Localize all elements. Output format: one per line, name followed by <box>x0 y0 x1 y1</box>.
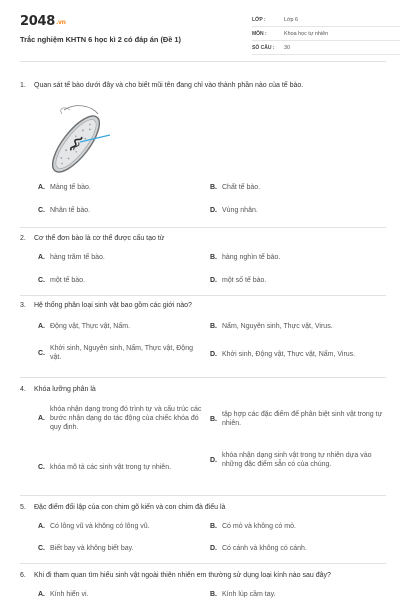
bacterium-cell-image <box>36 104 118 176</box>
option-d[interactable]: D. khóa nhận dạng sinh vật trong tự nhiên dựa vào những đặc điểm sẵn có của chúng. <box>210 452 372 468</box>
option-b[interactable]: B. hàng nghìn tế bào. <box>210 254 281 261</box>
option-b[interactable]: B. tập hợp các đặc điểm để phân biệt sinh vật trong tự nhiên. <box>210 411 383 427</box>
option-a[interactable]: A. Màng tế bào. <box>38 184 91 191</box>
option-d[interactable]: D. một số tế bào. <box>210 277 267 284</box>
meta-value: Khoa học tự nhiên <box>284 30 329 37</box>
meta-row-count <box>252 42 400 55</box>
question-text: 3. Hệ thống phân loại sinh vật bao gồm các giới nào? <box>20 302 192 309</box>
meta-value: 30 <box>284 44 290 51</box>
question-6 <box>20 564 386 600</box>
meta-info <box>252 14 400 56</box>
option-c[interactable]: C. Khởi sinh, Nguyên sinh, Nấm, Thực vật, Động vật. <box>38 345 193 361</box>
option-a[interactable]: A. hàng trăm tế bào. <box>38 254 105 261</box>
option-d[interactable]: D. Vùng nhân. <box>210 207 258 214</box>
site-logo[interactable]: 2048.vn <box>20 14 66 29</box>
question-2 <box>20 228 386 296</box>
option-a[interactable]: A. khóa nhận dạng trong đó trình tự và cấu trúc các bước nhận dạng do tác động của chiếc khóa đó quy định. <box>38 406 202 431</box>
meta-value: Lớp 6 <box>284 16 299 23</box>
header <box>20 0 386 62</box>
meta-label: MÔN : <box>252 30 267 37</box>
meta-row-class <box>252 14 400 27</box>
option-b[interactable]: B. Có mỏ và không có mỏ. <box>210 523 296 530</box>
question-3 <box>20 296 386 378</box>
option-a[interactable]: A. Kính hiển vi. <box>38 591 89 598</box>
option-a[interactable]: A. Động vật, Thực vật, Nấm. <box>38 323 131 330</box>
option-c[interactable]: C. Biết bay và không biết bay. <box>38 545 134 552</box>
meta-label: SỐ CÂU : <box>252 44 275 51</box>
question-text: 4. Khóa lưỡng phân là <box>20 386 96 393</box>
question-text: 2. Cơ thể đơn bào là cơ thể được cấu tạo từ <box>20 235 165 242</box>
question-4 <box>20 378 386 496</box>
question-text: 6. Khi đi tham quan tìm hiểu sinh vật ngoài thiên nhiên em thường sử dụng loại kính nào sau đây? <box>20 572 331 579</box>
meta-row-subject <box>252 28 400 41</box>
document-title: Trắc nghiệm KHTN 6 học kì 2 có đáp án (Đề 1) <box>20 35 181 44</box>
option-c[interactable]: C. một tế bào. <box>38 277 86 284</box>
option-d[interactable]: D. Khởi sinh, Động vật, Thực vật, Nấm, Virus. <box>210 351 356 358</box>
question-5 <box>20 496 386 564</box>
option-b[interactable]: B. Nấm, Nguyên sinh, Thực vật, Virus. <box>210 323 333 330</box>
option-a[interactable]: A. Có lông vũ và không có lông vũ. <box>38 523 150 530</box>
option-d[interactable]: D. Có cánh và không có cánh. <box>210 545 307 552</box>
question-text: 1. Quan sát tế bào dưới đây và cho biết mũi tên đang chỉ vào thành phần nào của tế bào. <box>20 82 304 89</box>
meta-label: LỚP : <box>252 16 266 23</box>
option-c[interactable]: C. Nhân tế bào. <box>38 207 91 214</box>
option-b[interactable]: B. Kính lúp cầm tay. <box>210 591 276 598</box>
question-text: 5. Đặc điểm đối lập của con chim gõ kiến và con chim đà điểu là <box>20 504 226 511</box>
option-b[interactable]: B. Chất tế bào. <box>210 184 261 191</box>
option-c[interactable]: C. khóa mô tả các sinh vật trong tự nhiên. <box>38 464 172 471</box>
